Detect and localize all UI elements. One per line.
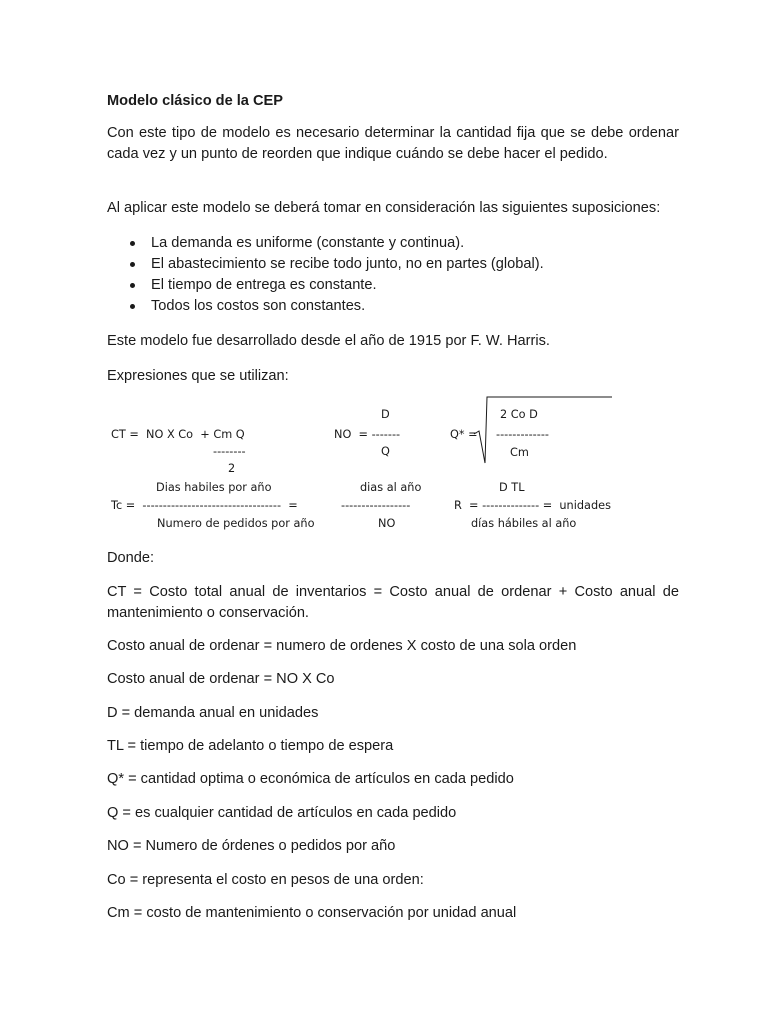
definition-item: D = demanda anual en unidades xyxy=(107,705,319,721)
r-denominator: días hábiles al año xyxy=(471,517,577,530)
definition-item: CT = Costo total anual de inventarios = Costo anual de ordenar + Costo anual de mantenimiento o conservación. xyxy=(107,584,679,621)
assumption-item: La demanda es uniforme (constante y continua). xyxy=(107,233,679,254)
assumption-item: El abastecimiento se recibe todo junto, no en partes (global). xyxy=(107,254,679,275)
q-fraction-bar: ------------- xyxy=(496,428,549,441)
ct-formula: CT = NO X Co + Cm Q xyxy=(111,428,245,441)
q-formula: Q* = xyxy=(450,428,478,441)
definition-item: NO = Numero de órdenes o pedidos por año xyxy=(107,838,396,854)
assumption-item: Todos los costos son constantes. xyxy=(107,296,679,317)
no-formula: NO = ------- xyxy=(334,428,401,441)
no-numerator: D xyxy=(381,408,390,421)
assumption-item: El tiempo de entrega es constante. xyxy=(107,275,679,296)
history-paragraph: Este modelo fue desarrollado desde el año de 1915 por F. W. Harris. xyxy=(107,333,550,349)
definition-item: Costo anual de ordenar = NO X Co xyxy=(107,671,335,687)
definition-item: Costo anual de ordenar = numero de ordenes X costo de una sola orden xyxy=(107,638,577,654)
expressions-label: Expresiones que se utilizan: xyxy=(107,368,289,384)
formulas-figure xyxy=(107,393,679,535)
tc-numerator: Dias habiles por año xyxy=(156,481,272,494)
definition-item: Cm = costo de mantenimiento o conservación por unidad anual xyxy=(107,905,517,921)
formulas-svg xyxy=(107,393,679,535)
definition-item: Q* = cantidad optima o económica de artículos en cada pedido xyxy=(107,771,514,787)
days-numerator: dias al año xyxy=(360,481,422,494)
ct-fraction-bar: -------- xyxy=(213,445,246,458)
assumptions-list xyxy=(107,233,679,317)
no-denominator: Q xyxy=(381,445,390,458)
days-denominator: NO xyxy=(378,517,396,530)
r-numerator: D TL xyxy=(499,481,525,494)
assumptions-intro: Al aplicar este modelo se deberá tomar en consideración las siguientes suposiciones: xyxy=(107,200,661,216)
definition-item: Co = representa el costo en pesos de una orden: xyxy=(107,872,424,888)
intro-paragraph: Con este tipo de modelo es necesario determinar la cantidad fija que se debe ordenar cada vez y un punto de reorden que indique cuándo se debe hacer el pedido. xyxy=(107,125,679,162)
days-fraction-bar: ----------------- xyxy=(341,499,411,512)
q-denominator: Cm xyxy=(510,446,529,459)
tc-denominator: Numero de pedidos por año xyxy=(157,517,315,530)
tc-formula: Tc = ---------------------------------- = xyxy=(111,499,298,512)
q-numerator: 2 Co D xyxy=(500,408,538,421)
definition-item: TL = tiempo de adelanto o tiempo de espera xyxy=(107,738,394,754)
definition-item: Q = es cualquier cantidad de artículos en cada pedido xyxy=(107,805,457,821)
ct-denominator: 2 xyxy=(228,462,236,475)
document-title: Modelo clásico de la CEP xyxy=(107,93,283,109)
where-label: Donde: xyxy=(107,550,155,566)
r-formula: R = -------------- = unidades xyxy=(454,499,611,512)
